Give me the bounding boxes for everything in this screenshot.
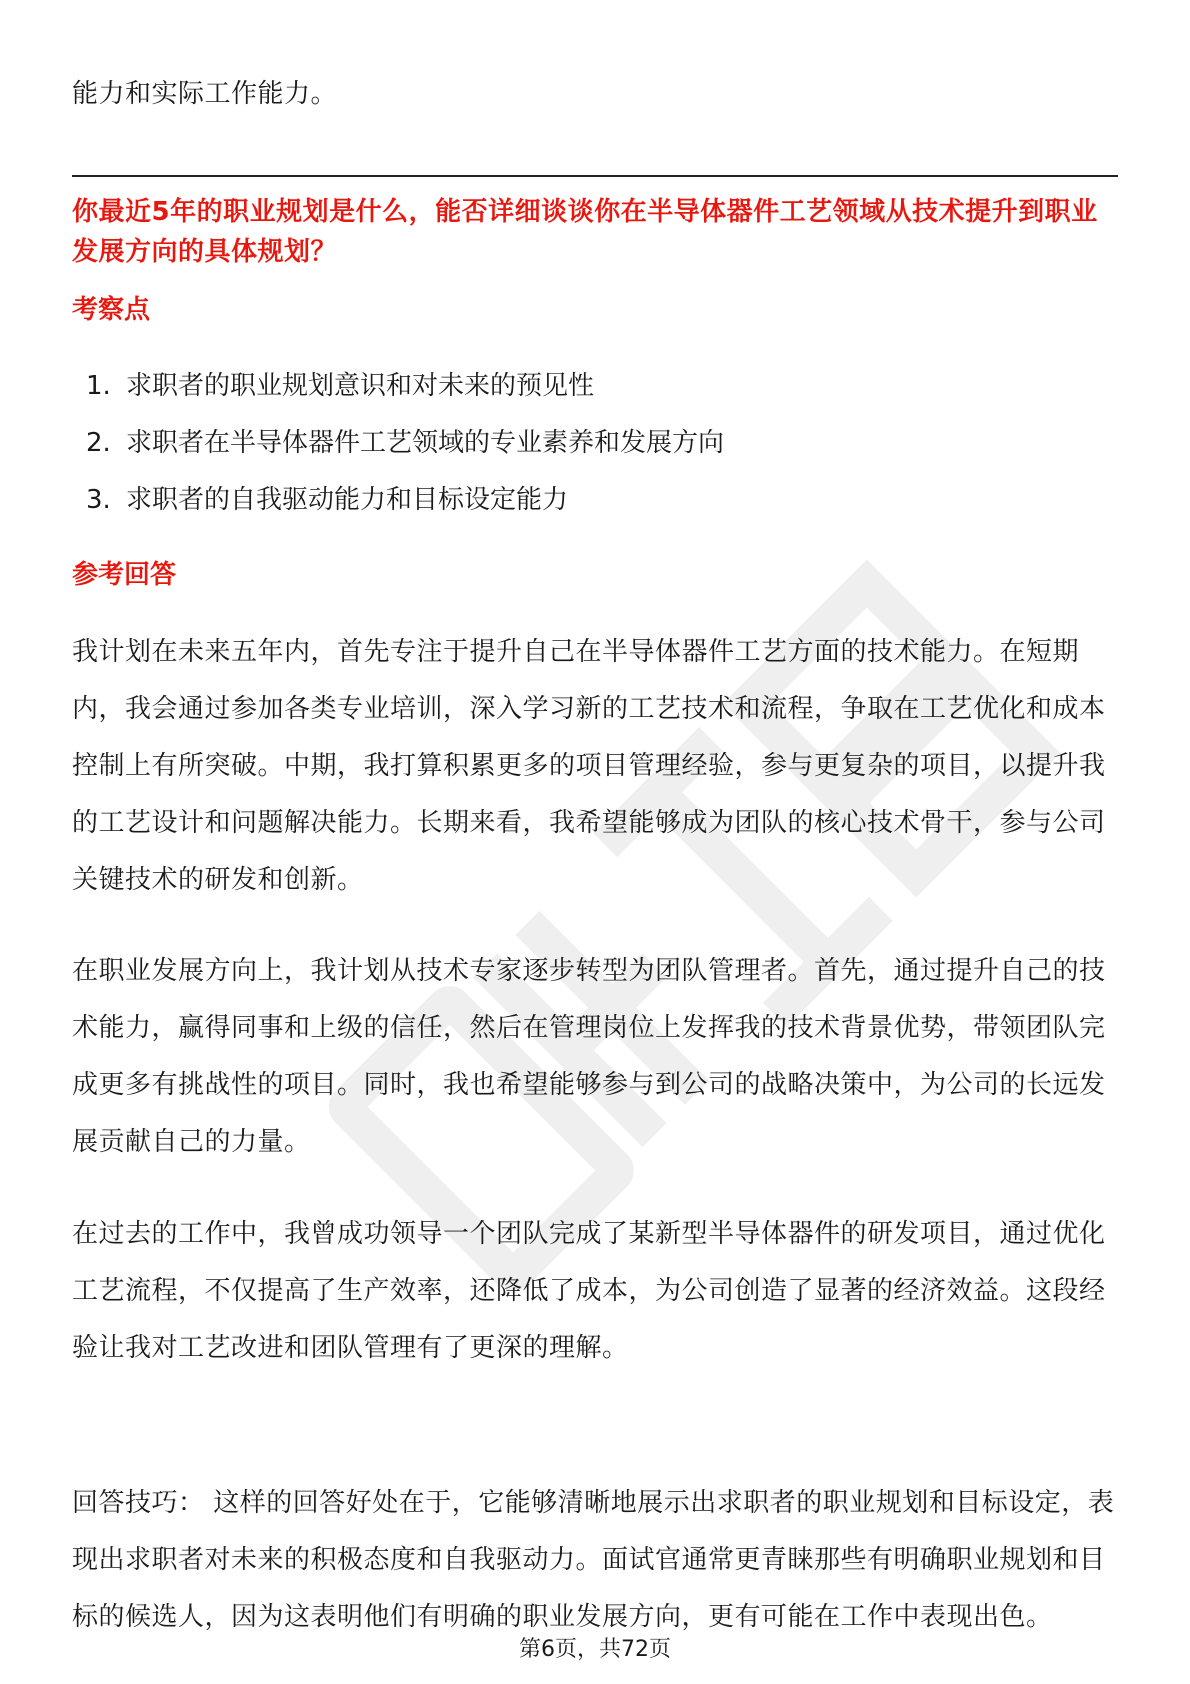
considerations-title: 考察点 (72, 295, 151, 325)
answer-paragraph: 在过去的工作中，我曾成功领导一个团队完成了某新型半导体器件的研发项目，通过优化工艺流程，不仅提高了生产效率，还降低了成本，为公司创造了显著的经济效益。这段经验让我对工艺改进和团队管理有了更深的理解。 (72, 1219, 1106, 1363)
list-item (86, 415, 724, 472)
considerations-list (86, 358, 724, 529)
section-divider (72, 175, 1118, 177)
page-number-footer: 第6页，共72页 (519, 1637, 671, 1662)
list-item (86, 472, 724, 529)
list-item (86, 358, 724, 415)
list-item-text: 求职者的职业规划意识和对未来的预见性 (126, 371, 595, 401)
answer-paragraph: 我计划在未来五年内，首先专注于提升自己在半导体器件工艺方面的技术能力。在短期内，我会通过参加各类专业培训，深入学习新的工艺技术和流程，争取在工艺优化和成本控制上有所突破。中期，我打算积累更多的项目管理经验，参与更复杂的项目，以提升我的工艺设计和问题解决能力。长期来看，我希望能够成为团队的核心技术骨干，参与公司关键技术的研发和创新。 (72, 637, 1106, 895)
list-item-number: 2. (86, 428, 111, 458)
answer-tips-paragraph: 回答技巧： 这样的回答好处在于，它能够清晰地展示出求职者的职业规划和目标设定，表现出求职者对未来的积极态度和自我驱动力。面试官通常更青睐那些有明确职业规划和目标的候选人，因为这表明他们有明确的职业发展方向，更有可能在工作中表现出色。 (72, 1488, 1115, 1632)
list-item-text: 求职者的自我驱动能力和目标设定能力 (126, 485, 569, 515)
intro-text: 能力和实际工作能力。 (72, 79, 338, 109)
answer-title: 参考回答 (72, 560, 177, 590)
list-item-text: 求职者在半导体器件工艺领域的专业素养和发展方向 (126, 428, 725, 458)
list-item-number: 3. (86, 485, 111, 515)
answer-paragraph: 在职业发展方向上，我计划从技术专家逐步转型为团队管理者。首先，通过提升自己的技术能力，赢得同事和上级的信任，然后在管理岗位上发挥我的技术背景优势，带领团队完成更多有挑战性的项目。同时，我也希望能够参与到公司的战略决策中，为公司的长远发展贡献自己的力量。 (72, 956, 1106, 1157)
question-heading: 你最近5年的职业规划是什么，能否详细谈谈你在半导体器件工艺领域从技术提升到职业发展方向的具体规划？ (72, 197, 1098, 267)
list-item-number: 1. (86, 371, 111, 401)
